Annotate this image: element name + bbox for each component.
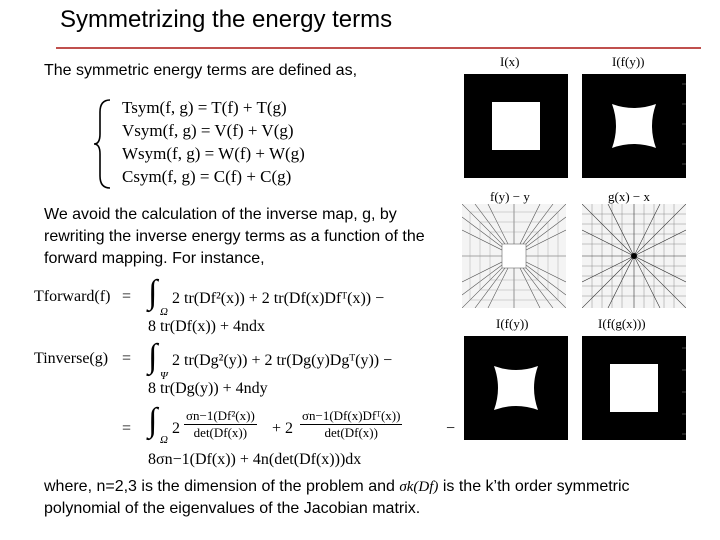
fraction-coef-1: 2 [172,420,180,437]
intro-text: The symmetric energy terms are defined as, [44,62,358,79]
panel-original-square [464,74,568,178]
footer-before: where, n=2,3 is the dimension of the problem and [44,478,395,495]
forward-line-1: 2 tr(Df²(x)) + 2 tr(Df(x)Dfᵀ(x)) − [172,290,385,307]
slide-title: Symmetrizing the energy terms [60,6,393,33]
fraction-1 [184,408,257,441]
panel-warped-square-2 [464,336,568,440]
title-underline [56,47,701,49]
panel-label-gx-minus-x: g(x) − x [608,189,650,204]
inverse-integral: ∫ [148,338,158,375]
fraction-integral: ∫ [148,402,158,439]
sigma-symbol: σk(Df) [399,479,439,495]
inverse-explanation: We avoid the calculation of the inverse map, g, by rewriting the inverse energy terms as a function of the forward mapping. For instance, [44,206,425,267]
system-row-c: Csym(f, g) = C(f) + C(g) [122,167,292,186]
panel-label-ify-2: I(f(y)) [496,316,529,331]
panel-label-ifgx: I(f(g(x))) [598,316,646,331]
footer-after: is the k’th order symmetric polynomial of the eigenvalues of the Jacobian matrix. [44,478,630,517]
fraction-1-numerator: σn−1(Df²(x)) [186,408,255,423]
forward-line-2: 8 tr(Df(x)) + 4ndx [148,318,265,335]
panel-recovered-square [582,336,686,440]
symmetric-system [92,98,372,190]
panel-label-ify: I(f(y)) [612,54,645,69]
fraction-domain: Ω [160,434,168,446]
system-row-t: Tsym(f, g) = T(f) + T(g) [122,98,287,117]
fraction-last-line: 8σn−1(Df(x)) + 4n(det(Df(x)))dx [148,451,362,468]
forward-lhs: Tforward(f) [34,288,111,305]
forward-domain: Ω [160,306,168,318]
panel-label-fy-minus-y: f(y) − y [490,189,530,204]
panel-forward-displacement [462,204,566,308]
forward-integral: ∫ [148,274,158,311]
inverse-lhs: Tinverse(g) [34,350,109,367]
panel-label-ix: I(x) [500,54,520,69]
fraction-2-denominator: det(Df(x)) [324,425,378,440]
system-row-w: Wsym(f, g) = W(f) + W(g) [122,144,305,163]
fraction-2 [300,408,402,441]
fraction-plus: + 2 [272,420,294,437]
fraction-2-numerator: σn−1(Df(x)Dfᵀ(x)) [302,408,401,423]
left-brace [92,98,114,190]
panel-warped-square [582,74,686,178]
fraction-minus: − [446,420,456,437]
inverse-domain: Ψ [160,370,168,382]
inverse-line-1: 2 tr(Dg²(y)) + 2 tr(Dg(y)Dgᵀ(y)) − [172,352,393,369]
inverse-eq-sign: = [122,350,132,367]
forward-eq-sign: = [122,288,132,305]
system-row-v: Vsym(f, g) = V(f) + V(g) [122,121,294,140]
fraction-eq-sign: = [122,420,132,437]
fraction-1-denominator: det(Df(x)) [193,425,248,440]
panel-inverse-displacement [582,204,686,308]
inverse-line-2: 8 tr(Dg(y)) + 4ndy [148,380,268,397]
footer-text [44,476,684,520]
